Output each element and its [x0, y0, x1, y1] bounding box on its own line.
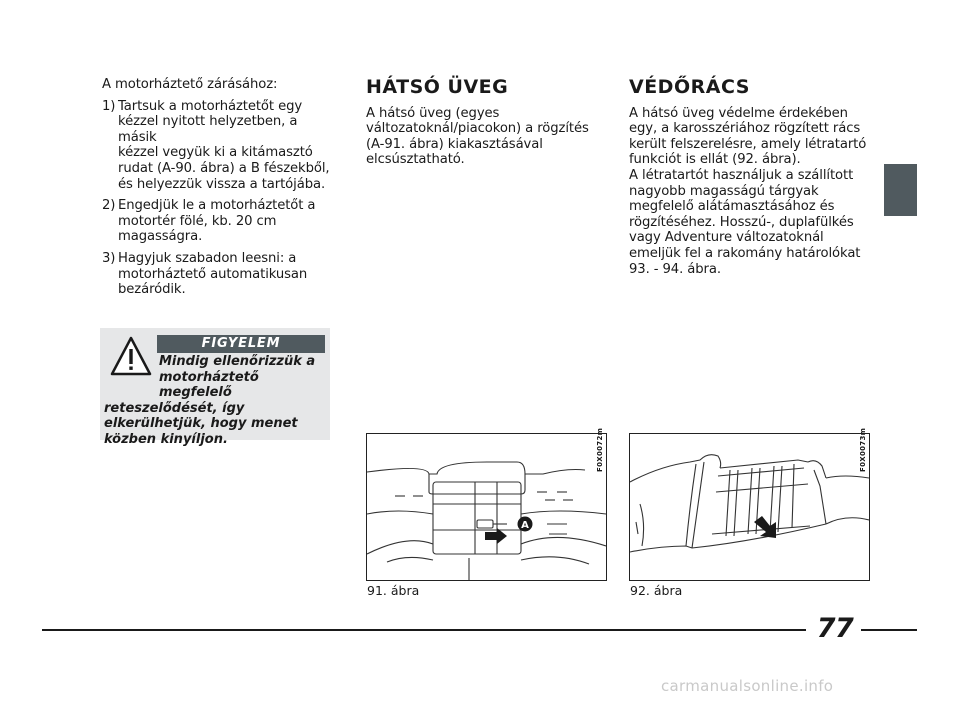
step-3: 3) Hagyjuk szabadon leesni: a motorháztető automatikusan bezáródik. [102, 250, 308, 298]
section-title: VÉDŐRÁCS [629, 76, 750, 98]
figure-91-rear-window [366, 427, 607, 581]
footer-rule-right [861, 629, 917, 631]
figure-91-caption: 91. ábra [367, 583, 420, 598]
step-number: 1) [102, 98, 116, 114]
warning-text: Mindig ellenőrizzük a motorháztető megfelelő reteszelődését, így elkerülhetjük, hogy menet közben kinyíljon. [104, 354, 316, 447]
section-body: A hátsó üveg védelme érdekében egy, a karosszériához rögzített rács került felszerelésre, amely létratartó funkciót is ellát (92. ábra). A létratartót használjuk a szállított nagyobb magasságú tárgyak megfelelő alátámasztásához és rögzítéséhez. Hosszú-, duplafülkés vagy Adventure változatoknál emeljük fel a rakomány határolókat 93. - 94. ábra. [629, 105, 867, 277]
step-list [102, 99, 334, 298]
footer-rule-left [42, 629, 806, 631]
protective-grille-section [629, 76, 869, 277]
warning-header: FIGYELEM [157, 335, 325, 353]
intro-text: A motorháztető zárásához: [102, 77, 278, 92]
section-title: HÁTSÓ ÜVEG [366, 76, 509, 98]
figure-code: F0X0072m [596, 427, 604, 472]
grille-illustration [630, 434, 869, 580]
figure-92-protective-grille [629, 427, 870, 581]
page-number: 77 [816, 613, 854, 644]
figure-code: F0X0073m [859, 427, 867, 472]
watermark: carmanualsonline.info [661, 677, 834, 695]
hood-closing-instructions [102, 77, 334, 304]
step-1: 1) Tartsuk a motorháztetőt egy kézzel nyitott helyzetben, a másik kézzel vegyük ki a kitámasztó rudat (A-90. ábra) a B fészekből, és helyezzük vissza a tartójába. [102, 98, 330, 192]
step-2: 2) Engedjük le a motorháztetőt a motortér fölé, kb. 20 cm magasságra. [102, 198, 316, 245]
rear-window-section [366, 76, 606, 168]
section-body: A hátsó üveg (egyes változatoknál/piacokon) a rögzítés (A-91. ábra) kiakasztásával elcsúsztatható. [366, 105, 589, 168]
rear-window-illustration [367, 434, 606, 580]
label-a: A [521, 520, 529, 531]
step-number: 3) [102, 250, 116, 266]
step-number: 2) [102, 198, 116, 214]
section-tab-marker [884, 164, 917, 216]
figure-92-caption: 92. ábra [630, 583, 683, 598]
